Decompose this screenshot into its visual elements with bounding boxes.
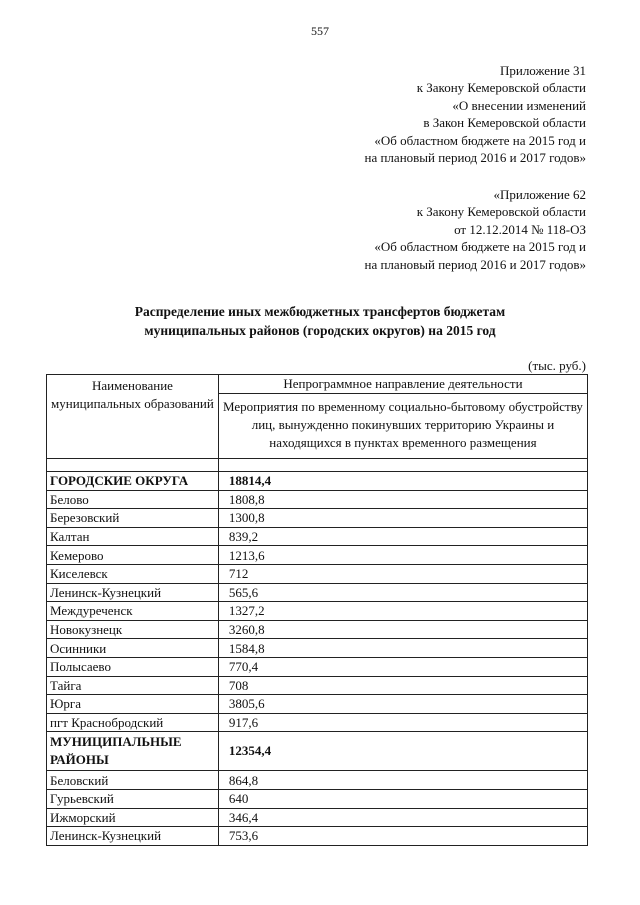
municipality-name: Калтан — [47, 527, 219, 546]
table-group-row — [47, 472, 588, 491]
municipality-name: Березовский — [47, 509, 219, 528]
transfer-amount: 640 — [218, 789, 587, 808]
transfer-amount: 708 — [218, 676, 587, 695]
table-row — [47, 620, 588, 639]
transfer-amount: 1808,8 — [218, 490, 587, 509]
table-row — [47, 713, 588, 732]
table-row — [47, 564, 588, 583]
table-row — [47, 546, 588, 565]
appendix-62-block — [365, 186, 587, 273]
appendix-31-block — [365, 62, 587, 166]
table-row — [47, 639, 588, 658]
table-group-row — [47, 732, 588, 771]
transfer-amount: 12354,4 — [218, 732, 587, 771]
appendix-line: «Об областном бюджете на 2015 год и — [374, 239, 586, 255]
table-row — [47, 509, 588, 528]
transfers-table — [46, 374, 588, 846]
table-row — [47, 808, 588, 827]
transfer-amount: 1213,6 — [218, 546, 587, 565]
transfer-amount: 712 — [218, 564, 587, 583]
header-spacer — [47, 459, 588, 472]
municipality-name: Тайга — [47, 676, 219, 695]
municipality-name: пгт Краснобродский — [47, 713, 219, 732]
transfer-amount: 346,4 — [218, 808, 587, 827]
table-row — [47, 789, 588, 808]
municipality-name: Юрга — [47, 695, 219, 714]
municipality-name: Новокузнецк — [47, 620, 219, 639]
table-row — [47, 771, 588, 790]
table-row — [47, 602, 588, 621]
appendix-line: «Приложение 62 — [493, 187, 586, 202]
header-municipality: Наименование муниципальных образований — [47, 375, 219, 459]
municipality-name: Ленинск-Кузнецкий — [47, 827, 219, 846]
transfer-amount: 753,6 — [218, 827, 587, 846]
appendix-line: к Закону Кемеровской области — [416, 80, 586, 96]
municipality-name: Полысаево — [47, 657, 219, 676]
appendix-line: «Об областном бюджете на 2015 год и — [374, 132, 586, 148]
table-row — [47, 827, 588, 846]
title-line-2: муниципальных районов (городских округов) на 2015 год — [144, 323, 496, 338]
transfer-amount: 839,2 — [218, 527, 587, 546]
transfer-amount: 864,8 — [218, 771, 587, 790]
transfer-amount: 917,6 — [218, 713, 587, 732]
table-row — [47, 527, 588, 546]
municipality-name: Ленинск-Кузнецкий — [47, 583, 219, 602]
title-line-1: Распределение иных межбюджетных трансфертов бюджетам — [134, 304, 506, 319]
appendix-line: Приложение 31 — [499, 63, 586, 78]
municipality-name: Ижморский — [47, 808, 219, 827]
transfer-amount: 565,6 — [218, 583, 587, 602]
transfer-amount: 1327,2 — [218, 602, 587, 621]
transfer-amount: 18814,4 — [218, 472, 587, 491]
header-measure: Мероприятия по временному социально-бытовому обустройству лиц, вынужденно покинувших территорию Украины и находящихся в пунктах временного размещения — [218, 394, 587, 459]
appendix-line: от 12.12.2014 № 118-ОЗ — [454, 221, 586, 237]
municipality-name: МУНИЦИПАЛЬНЫЕ РАЙОНЫ — [47, 732, 219, 771]
transfer-amount: 3260,8 — [218, 620, 587, 639]
transfer-amount: 770,4 — [218, 657, 587, 676]
municipality-name: ГОРОДСКИЕ ОКРУГА — [47, 472, 219, 491]
municipality-name: Гурьевский — [47, 789, 219, 808]
appendix-line: в Закон Кемеровской области — [423, 115, 586, 131]
municipality-name: Междуреченск — [47, 602, 219, 621]
table-row — [47, 657, 588, 676]
transfer-amount: 1300,8 — [218, 509, 587, 528]
table-row — [47, 490, 588, 509]
table-row — [47, 676, 588, 695]
units-label: (тыс. руб.) — [528, 358, 586, 373]
transfer-amount: 1584,8 — [218, 639, 587, 658]
municipality-name: Кемерово — [47, 546, 219, 565]
header-direction: Непрограммное направление деятельности — [218, 375, 587, 394]
appendix-line: к Закону Кемеровской области — [416, 204, 586, 220]
document-title — [0, 302, 640, 340]
municipality-name: Киселевск — [47, 564, 219, 583]
transfer-amount: 3805,6 — [218, 695, 587, 714]
appendix-line: «О внесении изменений — [452, 97, 586, 113]
municipality-name: Белово — [47, 490, 219, 509]
municipality-name: Осинники — [47, 639, 219, 658]
page-number: 557 — [311, 24, 329, 38]
table-row — [47, 695, 588, 714]
appendix-line: на плановый период 2016 и 2017 годов» — [364, 150, 586, 166]
appendix-line: на плановый период 2016 и 2017 годов» — [364, 256, 586, 272]
municipality-name: Беловский — [47, 771, 219, 790]
table-row — [47, 583, 588, 602]
